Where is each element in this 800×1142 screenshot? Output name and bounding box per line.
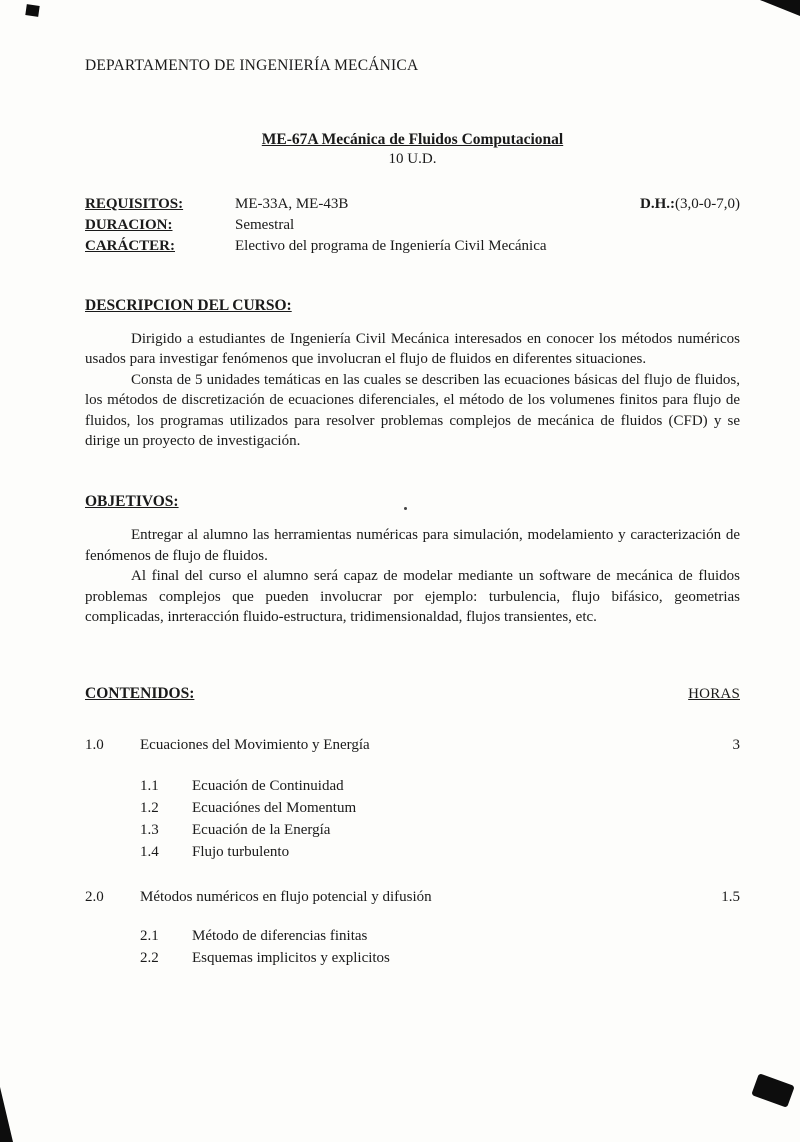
subitem-row <box>140 797 740 819</box>
subitem-number: 2.2 <box>140 950 159 967</box>
department-heading: DEPARTAMENTO DE INGENIERÍA MECÁNICA <box>85 57 419 74</box>
unit-subitem-list <box>140 925 740 969</box>
subitem-number: 1.1 <box>140 778 159 795</box>
horas-column-label: HORAS <box>688 686 740 703</box>
subitem-number: 1.2 <box>140 800 159 817</box>
caracter-label: CARÁCTER: <box>85 238 175 254</box>
duracion-row <box>85 215 740 236</box>
contenidos-header <box>85 685 740 703</box>
course-title: ME-67A Mecánica de Fluidos Computacional <box>261 131 564 148</box>
requisitos-value: ME-33A, ME-43B <box>235 196 349 212</box>
requisitos-label: REQUISITOS: <box>85 196 184 212</box>
subitem-title: Ecuación de Continuidad <box>192 778 344 795</box>
scan-artifact-bottom-left <box>0 1087 13 1142</box>
subitem-title: Flujo turbulento <box>192 844 290 861</box>
subitem-title: Método de diferencias finitas <box>192 928 368 945</box>
objetivos-paragraph-1: Entregar al alumno las herramientas numéricas para simulación, modelamiento y caracterización de fenómenos de flujo de fluidos. <box>85 527 740 564</box>
descripcion-heading: DESCRIPCION DEL CURSO: <box>85 297 292 314</box>
course-credits: 10 U.D. <box>388 151 437 167</box>
descripcion-paragraph-2: Consta de 5 unidades temáticas en las cuales se describen las ecuaciones básicas del flujo de fluidos, los métodos de discretización de ecuaciones diferenciales, el método de los volumenes finitos para flujo de fluidos, los programas utilizados para resolver problemas complejos de mecánica de fluidos (CFD) y se dirige un proyecto de investigación. <box>85 371 740 449</box>
subitem-number: 1.4 <box>140 844 159 861</box>
duracion-value: Semestral <box>235 217 295 233</box>
subitem-row <box>140 819 740 841</box>
scan-artifact-top-left <box>25 4 39 17</box>
course-title-block <box>85 131 740 168</box>
subitem-row <box>140 925 740 947</box>
objetivos-heading: OBJETIVOS: <box>85 493 179 511</box>
scan-artifact-top-right <box>760 0 800 16</box>
subitem-row <box>140 947 740 969</box>
unit-title: Ecuaciones del Movimiento y Energía <box>140 737 370 754</box>
subitem-number: 2.1 <box>140 928 159 945</box>
subitem-row <box>140 775 740 797</box>
unit-hours: 1.5 <box>721 889 740 906</box>
requisitos-row <box>85 194 740 215</box>
unit-hours: 3 <box>732 737 740 754</box>
course-info-block <box>85 194 740 257</box>
unit-number: 1.0 <box>85 737 104 754</box>
unit-subitem-list <box>140 775 740 863</box>
dh-field <box>640 194 740 215</box>
contenidos-heading: CONTENIDOS: <box>85 685 195 703</box>
content-unit-row <box>85 735 740 755</box>
dh-value: (3,0-0-7,0) <box>675 196 740 212</box>
subitem-title: Ecuaciónes del Momentum <box>192 800 357 817</box>
unit-title: Métodos numéricos en flujo potencial y difusión <box>140 889 432 906</box>
subitem-title: Ecuación de la Energía <box>192 822 331 839</box>
document-content <box>85 57 740 969</box>
scan-artifact-bottom-right <box>751 1073 795 1108</box>
subitem-title: Esquemas implicitos y explicitos <box>192 950 390 967</box>
content-unit-row <box>85 887 740 907</box>
objetivos-paragraph-2: Al final del curso el alumno será capaz de modelar mediante un software de mecánica de fluidos problemas complejos que pueden involucrar por ejemplo: turbulencia, flujo bifásico, geometrias complicadas, inrteracción fluido-estructura, tridimensionaldad, flujos transientes, etc. <box>85 568 740 625</box>
caracter-row <box>85 236 740 257</box>
descripcion-paragraph-1: Dirigido a estudiantes de Ingeniería Civil Mecánica interesados en conocer los métodos numéricos usados para investigar fenómenos que involucran el flujo de fluidos en diferentes situaciones. <box>85 331 740 368</box>
duracion-label: DURACION: <box>85 217 173 233</box>
unit-number: 2.0 <box>85 889 104 906</box>
subitem-row <box>140 841 740 863</box>
caracter-value: Electivo del programa de Ingeniería Civil Mecánica <box>235 238 547 254</box>
subitem-number: 1.3 <box>140 822 159 839</box>
dh-label: D.H.: <box>640 196 676 212</box>
